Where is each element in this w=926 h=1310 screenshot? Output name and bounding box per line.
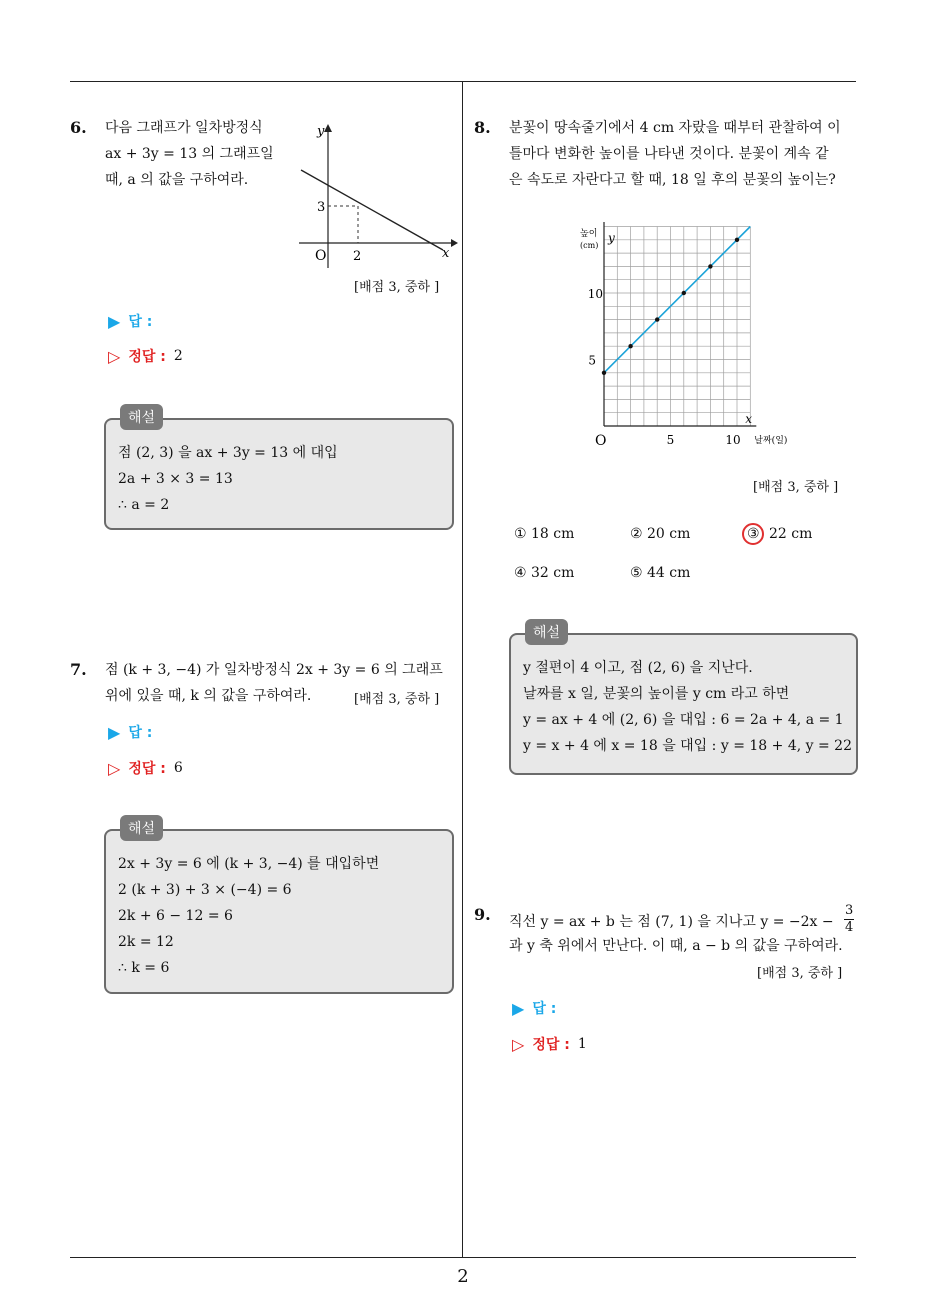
y-tick-label: 3 (317, 200, 326, 215)
question-text-line: 다음 그래프가 일차방정식 (105, 120, 263, 136)
top-rule (70, 81, 856, 82)
question-number: 9. (474, 905, 491, 924)
data-point (628, 344, 632, 348)
solution-box (104, 410, 454, 530)
growth-chart (570, 222, 800, 457)
data-point (735, 238, 739, 242)
points-label: [배점 3, 중하 ] (354, 692, 440, 707)
solution-box (104, 821, 454, 994)
question-number: 8. (474, 118, 491, 137)
fraction (844, 903, 854, 936)
data-point (655, 317, 659, 321)
x-tick-label: 5 (666, 433, 675, 447)
choice-3-number[interactable]: ③ (747, 526, 760, 542)
correct-answer-row (108, 346, 183, 366)
solution-line: 점 (2, 3) 을 ax + 3y = 13 에 대입 (118, 445, 338, 461)
fraction-denominator: 4 (845, 920, 854, 935)
linear-graph (295, 120, 460, 270)
solution-line: 2a + 3 × 3 = 13 (118, 471, 233, 487)
solution-tab: 해설 (525, 619, 568, 645)
play-triangle-icon: ▶ (512, 998, 525, 1018)
bottom-rule (70, 1257, 856, 1258)
question-text-line: 과 y 축 위에서 만난다. 이 때, a − b 의 값을 구하여라. (509, 938, 843, 954)
question-text-line: 위에 있을 때, k 의 값을 구하여라. (105, 688, 312, 704)
solution-box (509, 625, 858, 775)
x-axis-letter: x (745, 412, 753, 426)
outline-triangle-icon: ▷ (108, 758, 121, 778)
solution-tab: 해설 (120, 815, 163, 841)
y-axis-title: 높이 (580, 229, 598, 239)
correct-value: 2 (173, 348, 183, 364)
origin-label: O (315, 248, 327, 264)
y-tick-label: 10 (587, 287, 603, 301)
answer-label: 답 : (128, 725, 153, 741)
question-number: 6. (70, 118, 87, 137)
solution-line: 2k + 6 − 12 = 6 (118, 908, 233, 924)
solution-line: y = x + 4 에 x = 18 을 대입 : y = 18 + 4, y = 22 (523, 738, 852, 754)
x-tick-label: 10 (725, 433, 741, 447)
answer-label: 답 : (532, 1001, 557, 1017)
data-point (682, 291, 686, 295)
solution-line: 2k = 12 (118, 934, 174, 950)
x-axis-label: x (442, 246, 450, 261)
answer-row[interactable] (108, 722, 152, 742)
correct-label: 정답 : (128, 761, 166, 777)
outline-triangle-icon: ▷ (108, 346, 121, 366)
y-axis-letter: y (608, 231, 615, 245)
chart-grid (604, 227, 753, 427)
question-number: 7. (70, 660, 87, 679)
correct-label: 정답 : (532, 1037, 570, 1053)
solution-line: y 절편이 4 이고, 점 (2, 6) 을 지난다. (523, 660, 753, 676)
answer-row[interactable] (108, 311, 152, 331)
correct-value: 1 (577, 1036, 587, 1052)
series-line (604, 227, 750, 373)
x-tick-label: 2 (353, 249, 362, 264)
choice-5[interactable]: ⑤ 44 cm (630, 565, 691, 581)
question-text-line: 분꽃이 땅속줄기에서 4 cm 자랐을 때부터 관찰하여 이 (509, 120, 841, 136)
play-triangle-icon: ▶ (108, 311, 121, 331)
question-text-line: 은 속도로 자란다고 할 때, 18 일 후의 분꽃의 높이는? (509, 172, 836, 188)
solution-tab: 해설 (120, 404, 163, 430)
correct-label: 정답 : (128, 349, 166, 365)
choice-2[interactable]: ② 20 cm (630, 526, 691, 542)
choice-3-value[interactable]: 22 cm (769, 526, 813, 542)
question-text-line: 틀마다 변화한 높이를 나타낸 것이다. 분꽃이 계속 같 (509, 146, 829, 162)
data-point (708, 264, 712, 268)
data-point (602, 371, 606, 375)
question-text-line: 때, a 의 값을 구하여라. (105, 172, 249, 188)
points-label: [배점 3, 중하 ] (757, 966, 843, 981)
page-number: 2 (457, 1266, 469, 1287)
points-label: [배점 3, 중하 ] (753, 480, 839, 495)
answer-row[interactable] (512, 998, 556, 1018)
fraction-numerator: 3 (845, 903, 854, 918)
origin-label: O (595, 433, 607, 449)
points-label: [배점 3, 중하 ] (354, 280, 440, 295)
play-triangle-icon: ▶ (108, 722, 121, 742)
chart-axes (604, 222, 756, 426)
y-axis-unit: (cm) (580, 241, 599, 250)
column-divider (462, 82, 463, 1257)
correct-answer-row (108, 758, 183, 778)
question-text-line: ax + 3y = 13 의 그래프일 (105, 146, 274, 162)
y-axis-arrow (324, 124, 332, 132)
solution-line: 날짜를 x 일, 분꽃의 높이를 y cm 라고 하면 (523, 686, 790, 702)
question-text-line: 점 (k + 3, −4) 가 일차방정식 2x + 3y = 6 의 그래프 (105, 662, 443, 678)
solution-line: ∴ a = 2 (118, 497, 170, 513)
correct-value: 6 (173, 760, 183, 776)
solution-line: 2 (k + 3) + 3 × (−4) = 6 (118, 882, 292, 898)
y-tick-label: 5 (588, 353, 596, 368)
solution-line: y = ax + 4 에 (2, 6) 을 대입 : 6 = 2a + 4, a = 1 (523, 712, 844, 728)
solution-line: ∴ k = 6 (118, 960, 170, 976)
x-axis-title: 날짜(일) (754, 436, 788, 446)
choice-4[interactable]: ④ 32 cm (514, 565, 575, 581)
choice-1[interactable]: ① 18 cm (514, 526, 575, 542)
question-text-line: 직선 y = ax + b 는 점 (7, 1) 을 지나고 y = −2x − (509, 914, 834, 930)
solution-line: 2x + 3y = 6 에 (k + 3, −4) 를 대입하면 (118, 856, 380, 872)
outline-triangle-icon: ▷ (512, 1034, 525, 1054)
x-axis-arrow (451, 239, 458, 247)
answer-label: 답 : (128, 314, 153, 330)
correct-answer-row (512, 1034, 587, 1054)
y-axis-label: y (317, 124, 325, 139)
